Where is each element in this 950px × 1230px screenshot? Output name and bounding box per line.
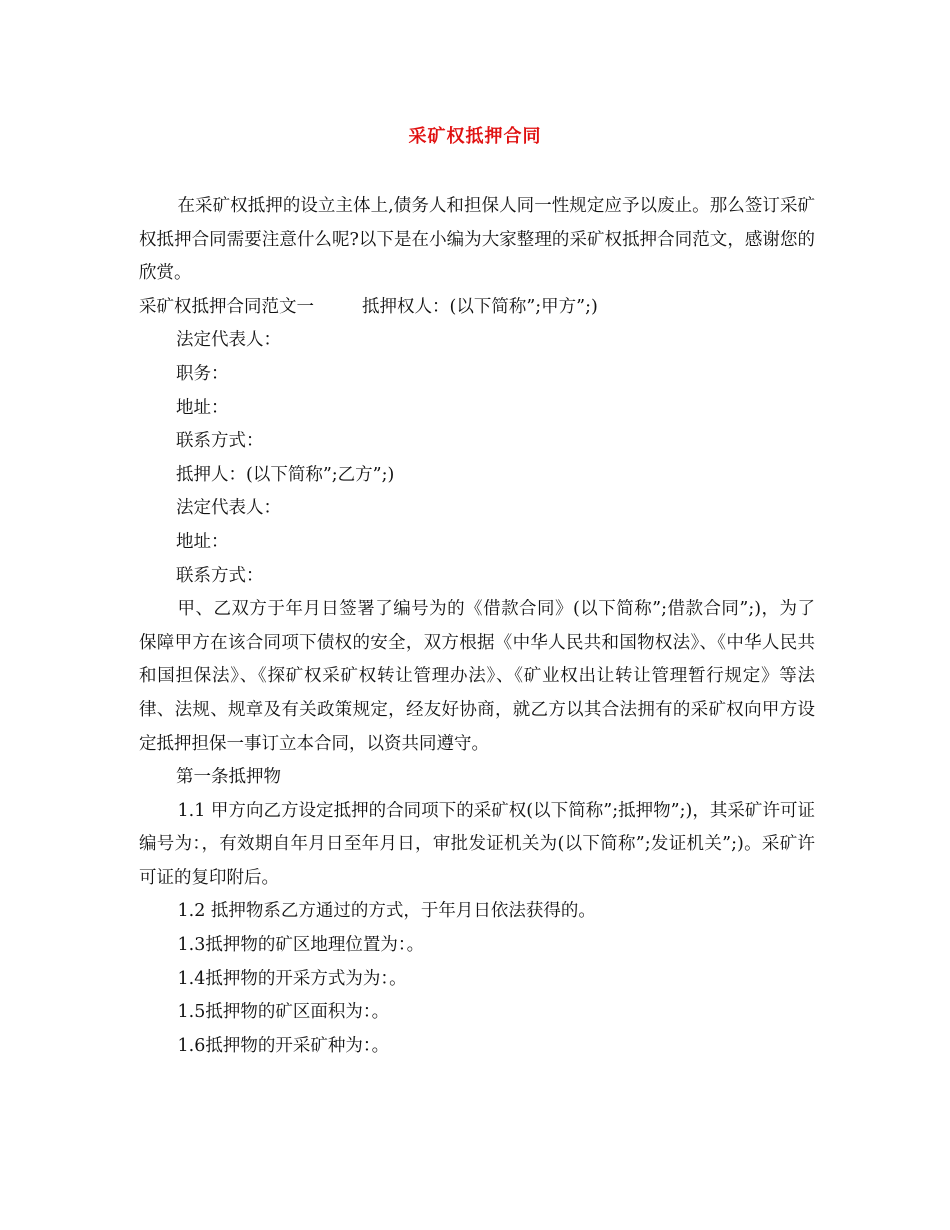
sample-heading-line — [139, 291, 815, 325]
document-body — [139, 190, 815, 1063]
party-b-line: 抵押人：(以下简称”;乙方”;) — [176, 464, 395, 485]
clause-1-6: 1.6抵押物的开采矿种为：。 — [177, 1035, 390, 1056]
sample-heading: 采矿权抵押合同范文一 — [139, 296, 314, 317]
preamble-paragraph: 甲、乙双方于年月日签署了编号为的《借款合同》(以下简称”;借款合同”;)，为了保障甲方在该合同项下债权的安全，双方根据《中华人民共和国物权法》、《中华人民共和国担保法》、《探矿权采矿权转让管理办法》、《矿业权出让转让管理暂行规定》等法律、法规、规章及有关政策规定，经友好协商，就乙方以其合法拥有的采矿权向甲方设定抵押担保一事订立本合同，以资共同遵守。 — [139, 599, 815, 754]
party-a-address: 地址： — [176, 397, 229, 418]
party-b-contact: 联系方式： — [176, 565, 264, 586]
document-title: 采矿权抵押合同 — [408, 126, 542, 147]
party-a-contact: 联系方式： — [176, 431, 264, 452]
clause-1-1: 1.1 甲方向乙方设定抵押的合同项下的采矿权(以下简称”;抵押物”;)，其采矿许可证编号为：，有效期自年月日至年月日，审批发证机关为(以下简称”;发证机关”;)。采矿许可证的复印附后。 — [139, 800, 815, 888]
intro-paragraph: 在采矿权抵押的设立主体上,债务人和担保人同一性规定应予以废止。那么签订采矿权抵押合同需要注意什么呢?以下是在小编为大家整理的采矿权抵押合同范文，感谢您的欣赏。 — [139, 196, 815, 284]
party-b-address: 地址： — [176, 531, 229, 552]
article-1-title: 第一条抵押物 — [176, 767, 281, 788]
clause-1-5: 1.5抵押物的矿区面积为：。 — [177, 1002, 390, 1023]
clause-1-2: 1.2 抵押物系乙方通过的方式，于年月日依法获得的。 — [177, 901, 596, 922]
party-a-position: 职务： — [176, 363, 229, 384]
party-a-line: 抵押权人：(以下简称”;甲方”;) — [362, 296, 598, 317]
clause-1-3: 1.3抵押物的矿区地理位置为：。 — [177, 935, 425, 956]
clause-1-4: 1.4抵押物的开采方式为为：。 — [177, 968, 407, 989]
party-b-legal-rep: 法定代表人： — [176, 498, 281, 519]
party-a-legal-rep: 法定代表人： — [176, 330, 281, 351]
